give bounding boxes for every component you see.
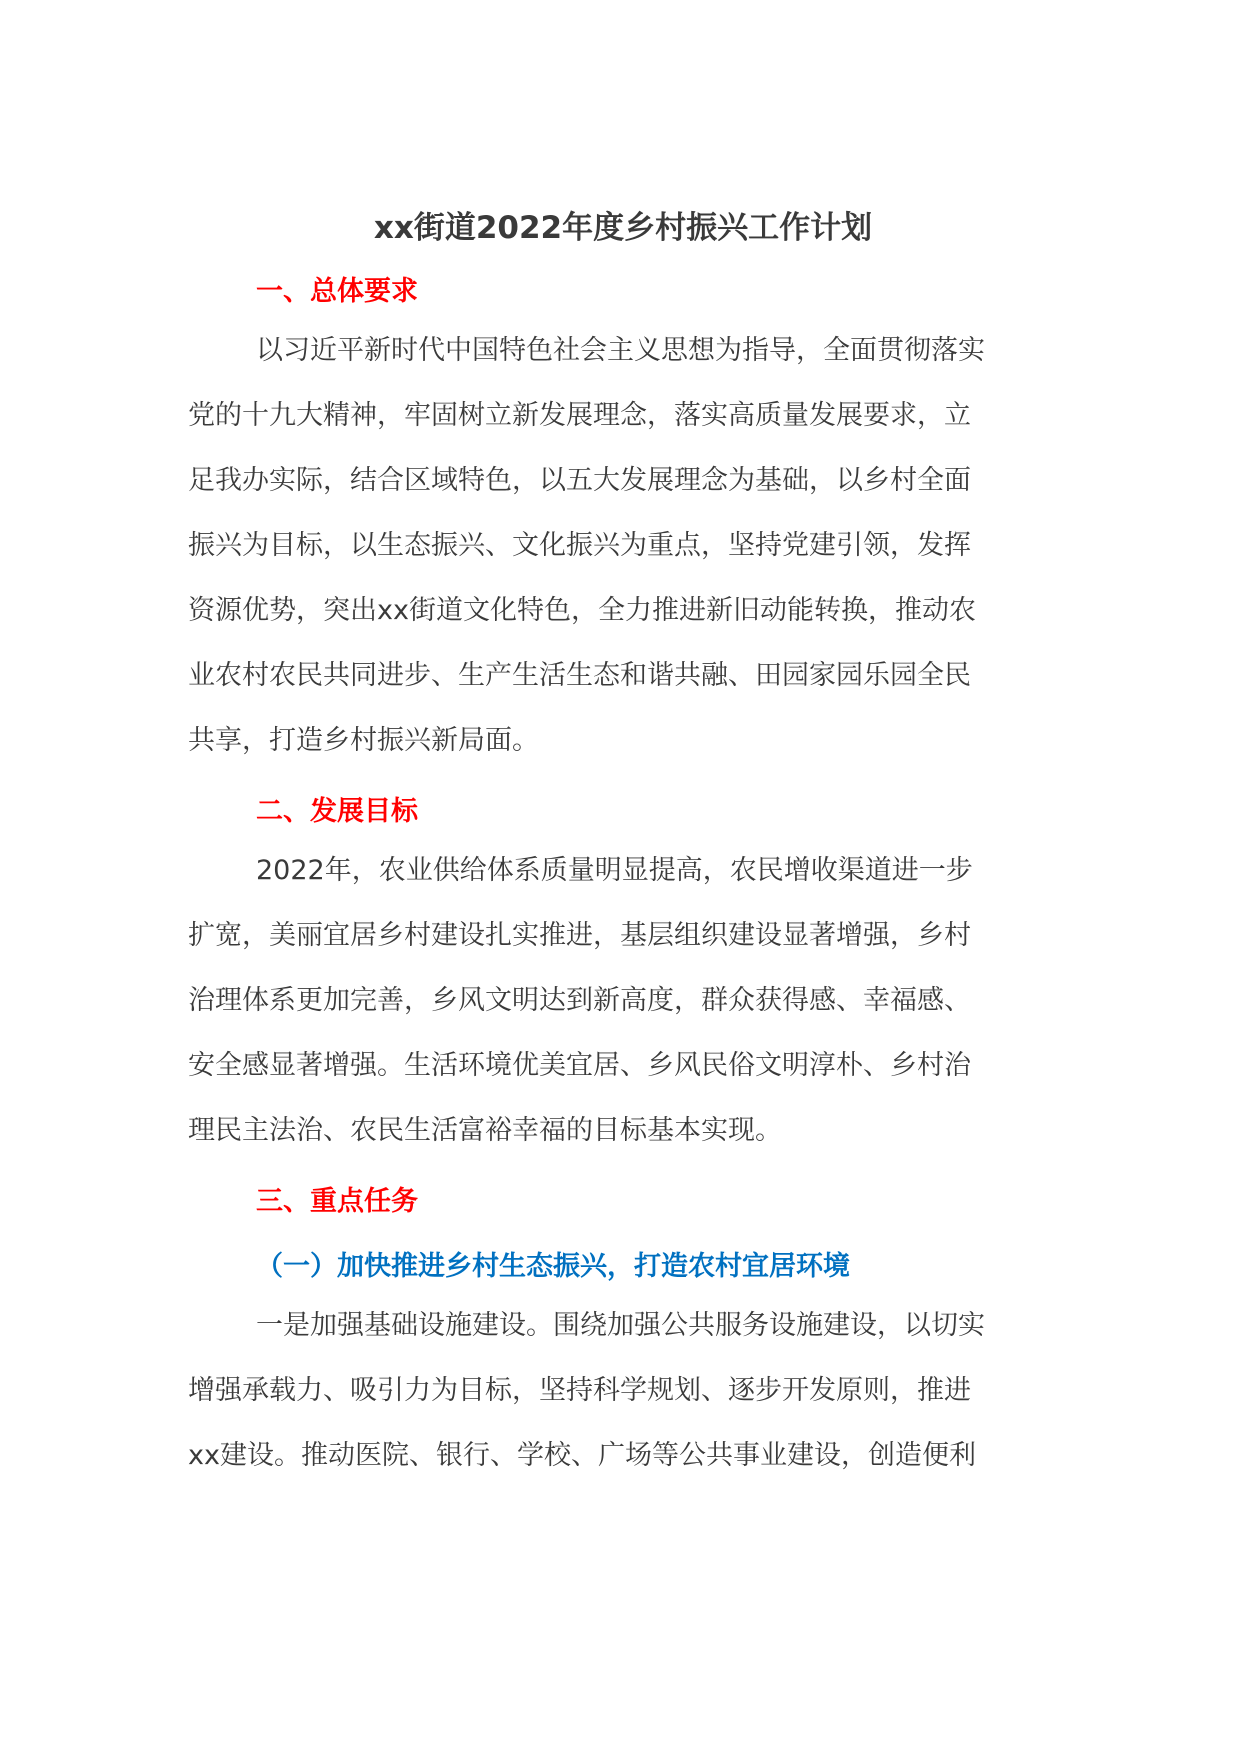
paragraph-line: 理民主法治、农民生活富裕幸福的目标基本实现。 bbox=[188, 1115, 782, 1146]
subsection-heading-ecological-revitalization: （一）加快推进乡村生态振兴，打造农村宜居环境 bbox=[256, 1251, 850, 1282]
paragraph-line: 以习近平新时代中国特色社会主义思想为指导，全面贯彻落实 bbox=[256, 335, 985, 366]
paragraph-line: 安全感显著增强。生活环境优美宜居、乡风民俗文明淳朴、乡村治 bbox=[188, 1050, 971, 1081]
paragraph-line: 足我办实际，结合区域特色，以五大发展理念为基础，以乡村全面 bbox=[188, 465, 971, 496]
document-title: xx街道2022年度乡村振兴工作计划 bbox=[373, 210, 873, 246]
paragraph-line: 共享，打造乡村振兴新局面。 bbox=[188, 725, 539, 756]
section-heading-key-tasks: 三、重点任务 bbox=[256, 1186, 418, 1217]
paragraph-line: 业农村农民共同进步、生产生活生态和谐共融、田园家园乐园全民 bbox=[188, 660, 971, 691]
paragraph-general-requirements bbox=[188, 318, 1058, 773]
section-heading-general-requirements: 一、总体要求 bbox=[256, 276, 418, 307]
paragraph-line: 党的十九大精神，牢固树立新发展理念，落实高质量发展要求，立 bbox=[188, 400, 971, 431]
paragraph-development-goals bbox=[188, 838, 1058, 1163]
paragraph-line: 振兴为目标，以生态振兴、文化振兴为重点，坚持党建引领，发挥 bbox=[188, 530, 971, 561]
section-heading-development-goals: 二、发展目标 bbox=[256, 796, 418, 827]
paragraph-line: 资源优势，突出xx街道文化特色，全力推进新旧动能转换，推动农 bbox=[188, 595, 976, 626]
paragraph-line: 2022年，农业供给体系质量明显提高，农民增收渠道进一步 bbox=[256, 855, 973, 886]
paragraph-line: xx建设。推动医院、银行、学校、广场等公共事业建设，创造便利 bbox=[188, 1440, 976, 1471]
paragraph-infrastructure bbox=[188, 1293, 1058, 1488]
paragraph-line: 治理体系更加完善，乡风文明达到新高度，群众获得感、幸福感、 bbox=[188, 985, 971, 1016]
paragraph-line: 一是加强基础设施建设。围绕加强公共服务设施建设，以切实 bbox=[256, 1310, 985, 1341]
paragraph-line: 扩宽，美丽宜居乡村建设扎实推进，基层组织建设显著增强，乡村 bbox=[188, 920, 971, 951]
paragraph-line: 增强承载力、吸引力为目标，坚持科学规划、逐步开发原则，推进 bbox=[188, 1375, 971, 1406]
